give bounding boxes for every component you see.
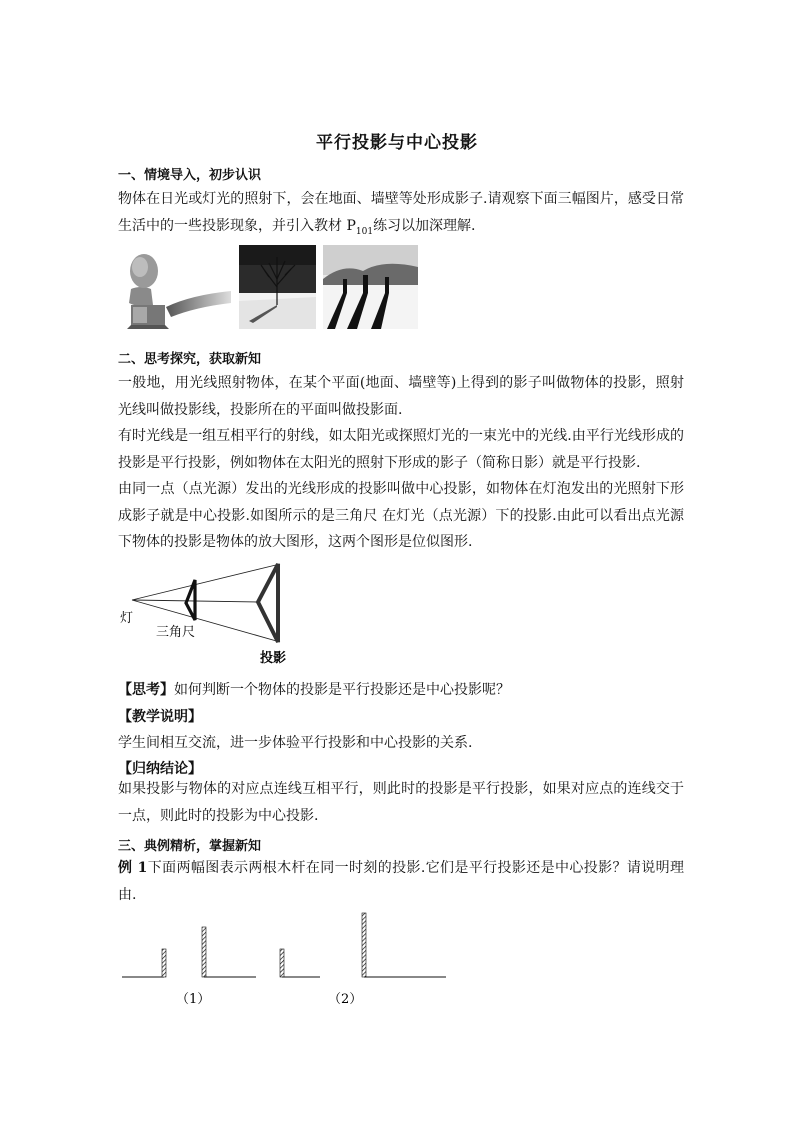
section1-text-b: 练习以加深理解.	[373, 217, 476, 234]
think-text: 如何判断一个物体的投影是平行投影还是中心投影呢？	[174, 682, 510, 698]
section1-text-a: 物体在日光或灯光的照射下，会在地面、墙壁等处形成影子.请观察下面三幅图片，感受日常生活中的一些投影现象，并引入教材 P	[118, 191, 684, 234]
ruler-label: 三角尺	[156, 625, 196, 640]
photo-trees-shadows	[323, 245, 418, 329]
section2-paragraph-2: 有时光线是一组互相平行的射线，如太阳光或探照灯光的一束光中的光线.由平行光线形成的投影是平行投影，例如物体在太阳光的照射下形成的影子（简称日影）就是平行投影.	[118, 428, 684, 471]
section3-heading: 三、典例精析，掌握新知	[118, 839, 262, 854]
conclude-text: 如果投影与物体的对应点连线互相平行，则此时的投影是平行投影，如果对应点的连线交于一点，则此时的投影为中心投影.	[118, 781, 684, 824]
pole-2b	[362, 913, 366, 977]
pole-1b	[202, 927, 206, 977]
section2-paragraph-1: 一般地，用光线照射物体，在某个平面(地面、墙壁等)上得到的影子叫做物体的投影，照射光线叫做投影线，投影所在的平面叫做投影面.	[118, 375, 684, 418]
section1-subscript: 101	[355, 226, 374, 237]
think-tag: 【思考】	[118, 682, 174, 698]
teach-text: 学生间相互交流，进一步体验平行投影和中心投影的关系.	[118, 735, 473, 751]
page-title: 平行投影与中心投影	[316, 133, 478, 153]
poles-figure	[118, 905, 458, 1015]
example-paragraph	[118, 855, 684, 908]
conclude-tag: 【归纳结论】	[118, 761, 202, 777]
triangle-shadow	[258, 564, 278, 642]
section2-heading: 二、思考探究，获取新知	[118, 352, 262, 367]
section1-heading: 一、情境导入，初步认识	[118, 168, 262, 183]
photo-tree-snow	[239, 245, 316, 329]
pole-2a	[280, 949, 284, 977]
section2-paragraph-3: 由同一点（点光源）发出的光线形成的投影叫做中心投影，如物体在灯泡发出的光照射下形成影子就是中心投影.如图所示的是三角尺 在灯光（点光源）下的投影.由此可以看出点光源下物体的投影是物体的放大图形，这两个图形是位似图形.	[118, 481, 684, 550]
example-text: 下面两幅图表示两根木杆在同一时刻的投影.它们是平行投影还是中心投影？请说明理由.	[118, 860, 684, 903]
photo-bust-shadow	[121, 245, 231, 329]
pole-1a	[162, 949, 166, 977]
figure1-label: （1）	[176, 992, 211, 1007]
section1-paragraph	[118, 186, 684, 245]
think-line	[118, 679, 684, 699]
teach-tag: 【教学说明】	[118, 709, 202, 725]
lamp-label: 灯	[120, 611, 134, 626]
central-projection-figure	[118, 556, 298, 668]
example-tag: 例 1	[118, 860, 148, 876]
figure2-label: （2）	[328, 992, 363, 1007]
shadow-label: 投影	[260, 651, 287, 666]
